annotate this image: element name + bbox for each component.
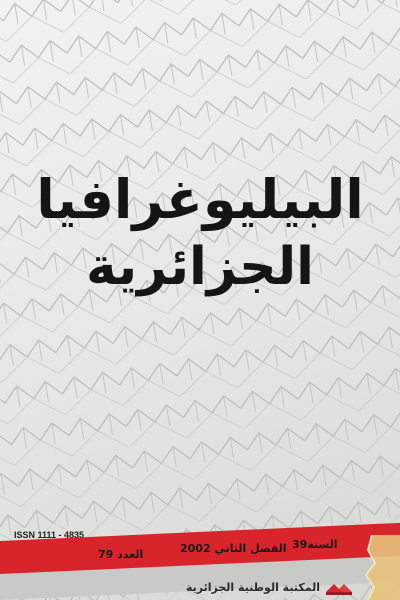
journal-title-line-2: الجزائرية <box>86 237 314 297</box>
season-label: الفصل الثاني 2002 <box>180 542 287 555</box>
library-logo-icon <box>324 578 356 598</box>
publisher-name: المكتبة الوطنية الجزائرية <box>185 581 320 594</box>
torn-corner <box>360 535 400 600</box>
issue-number: العدد 79 <box>98 548 144 561</box>
issn-number: ISSN 1111 - 4835 <box>14 530 85 540</box>
journal-title-line-1: البيليوغرافيا <box>36 168 364 231</box>
year-label: السنة39 <box>292 538 338 551</box>
